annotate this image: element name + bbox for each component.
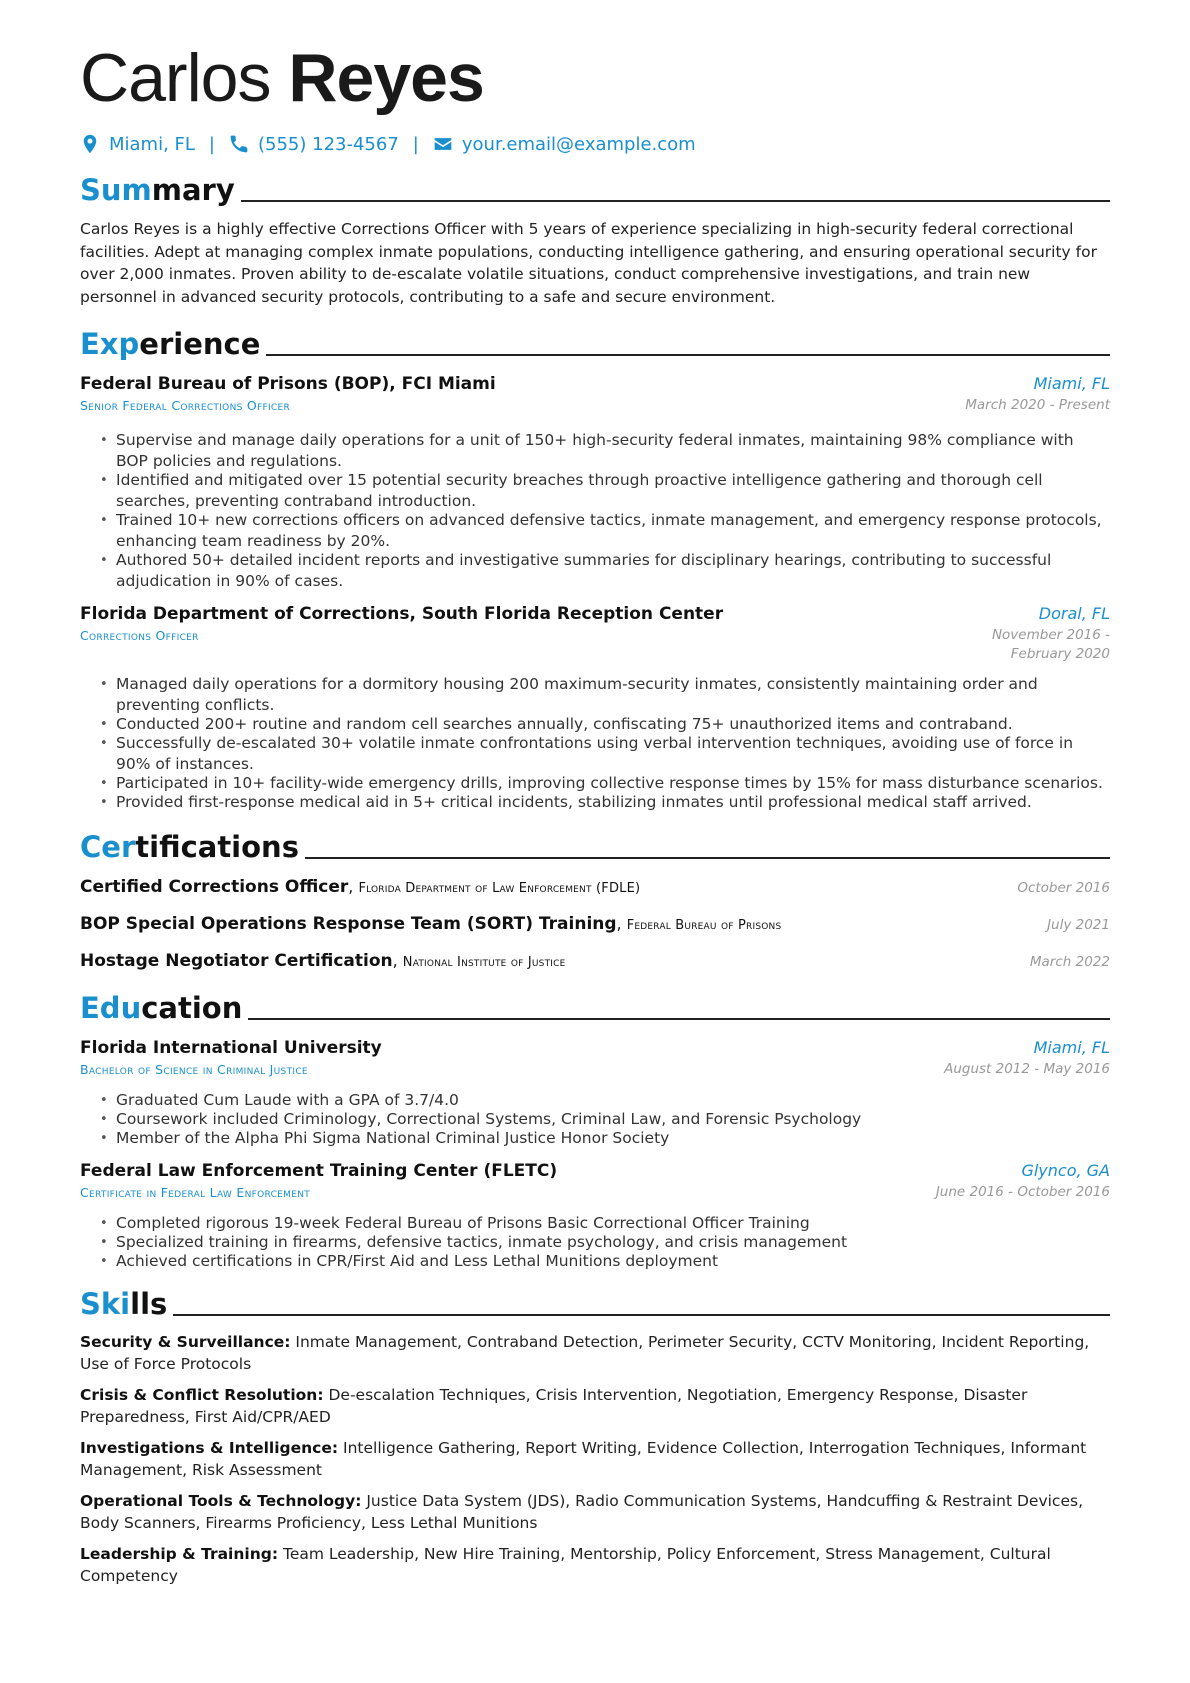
certification-issuer: National Institute of Justice (402, 955, 566, 970)
summary-heading (80, 168, 1110, 208)
section-rule (305, 857, 1110, 859)
last-name: Reyes (288, 40, 484, 116)
entry-dates: November 2016 - February 2020 (991, 627, 1110, 662)
skill-label: Operational Tools & Technology: (80, 1492, 362, 1510)
entry-organization: Federal Law Enforcement Training Center (FLETC) (80, 1161, 558, 1181)
summary-text: Carlos Reyes is a highly effective Corrections Officer with 5 years of experience specializing in high-security federal correctional facilities. Adept at managing complex inmate populations, conducting intelligence gathering, and ensuring operational security for over 2,000 inmates. Proven ability to de-escalate volatile situations, conduct comprehensive investigations, and train new personnel in advanced security protocols, contributing to a safe and secure environment. (80, 220, 1097, 306)
certification-item: Certified Corrections Officer, Florida Department of Law Enforcement (FDLE) October 2016 (80, 874, 1110, 902)
list-item: • Successfully de-escalated 30+ volatile inmate confrontations using verbal intervention techniques, avoiding use of force in 90% of instances. (116, 733, 1110, 775)
map-marker-icon (80, 134, 100, 154)
certification-item: Hostage Negotiator Certification, National Institute of Justice March 2022 (80, 948, 1110, 976)
list-item: • Provided first-response medical aid in 5+ critical incidents, stabilizing inmates until professional medical staff arrived. (116, 792, 1110, 813)
contact-separator: | (208, 133, 215, 155)
contact-phone[interactable] (229, 134, 399, 155)
entry-dates: August 2012 - May 2016 (944, 1061, 1110, 1077)
list-item: • Supervise and manage daily operations for a unit of 150+ high-security federal inmates, maintaining 98% compliance with BOP policies and regulations. (116, 430, 1110, 472)
certification-issuer: Federal Bureau of Prisons (626, 918, 782, 933)
list-item: • Identified and mitigated over 15 potential security breaches through proactive intelligence gathering and thorough cell searches, preventing contraband introduction. (116, 470, 1110, 512)
list-item: • Specialized training in firearms, defensive tactics, inmate psychology, and crisis management (116, 1232, 1110, 1253)
skill-group (80, 1490, 1110, 1534)
bullet-list (80, 430, 1110, 592)
phone-icon (229, 134, 249, 154)
skill-values: Team Leadership, New Hire Training, Mentorship, Policy Enforcement, Stress Management, Cultural Competency (80, 1545, 1051, 1585)
list-item: • Managed daily operations for a dormitory housing 200 maximum-security inmates, consistently maintaining order and preventing conflicts. (116, 674, 1110, 716)
entry-location: Doral, FL (1038, 604, 1110, 623)
contact-location (80, 134, 195, 155)
entry-organization: Florida International University (80, 1038, 382, 1058)
entry-organization: Federal Bureau of Prisons (BOP), FCI Miami (80, 374, 496, 394)
list-item: • Authored 50+ detailed incident reports and investigative summaries for disciplinary hearings, contributing to successful adjudication in 90% of cases. (116, 550, 1110, 592)
education-title: Education (80, 991, 243, 1025)
certification-issuer: Florida Department of Law Enforcement (FDLE) (358, 881, 641, 896)
bullet-list (80, 1090, 1110, 1149)
skills-title: Skills (80, 1287, 168, 1321)
skills-heading (80, 1282, 1110, 1322)
list-item: • Participated in 10+ facility-wide emergency drills, improving collective response times by 15% for mass disturbance scenarios. (116, 773, 1110, 794)
list-item: • Completed rigorous 19-week Federal Bureau of Prisons Basic Correctional Officer Training (116, 1213, 1110, 1234)
education-entry (80, 1036, 1110, 1149)
entry-location: Miami, FL (1033, 374, 1110, 393)
section-rule (241, 200, 1110, 202)
section-rule (248, 1018, 1110, 1020)
skill-label: Investigations & Intelligence: (80, 1439, 339, 1457)
first-name: Carlos (80, 40, 271, 116)
certifications-title: Certifications (80, 830, 299, 864)
candidate-name (80, 38, 1110, 118)
certification-date: March 2022 (1029, 954, 1110, 970)
experience-entry (80, 602, 1110, 813)
section-rule (173, 1314, 1110, 1316)
skill-group (80, 1437, 1110, 1481)
entry-dates: June 2016 - October 2016 (935, 1184, 1110, 1200)
email-text: your.email@example.com (461, 133, 696, 155)
certification-name: BOP Special Operations Response Team (SORT) Training (80, 914, 617, 934)
contact-email[interactable] (433, 134, 696, 155)
experience-heading (80, 322, 1110, 362)
skill-values: Justice Data System (JDS), Radio Communication Systems, Handcuffing & Restraint Devices, Body Scanners, Firearms Proficiency, Less Lethal Munitions (80, 1492, 1083, 1532)
list-item: • Conducted 200+ routine and random cell searches annually, confiscating 75+ unauthorized items and contraband. (116, 714, 1110, 735)
experience-entry (80, 372, 1110, 592)
entry-location: Glynco, GA (1021, 1161, 1110, 1180)
list-item: • Trained 10+ new corrections officers on advanced defensive tactics, inmate management, and emergency response protocols, enhancing team readiness by 20%. (116, 510, 1110, 552)
skill-values: De-escalation Techniques, Crisis Intervention, Negotiation, Emergency Response, Disaster Preparedness, First Aid/CPR/AED (80, 1386, 1028, 1426)
list-item: • Member of the Alpha Phi Sigma National Criminal Justice Honor Society (116, 1128, 1110, 1149)
entry-role: Senior Federal Corrections Officer (80, 398, 291, 413)
skill-label: Crisis & Conflict Resolution: (80, 1386, 324, 1404)
skill-values: Intelligence Gathering, Report Writing, Evidence Collection, Interrogation Techniques, Informant Management, Risk Assessment (80, 1439, 1087, 1479)
skill-group (80, 1384, 1110, 1428)
contact-bar (80, 128, 1110, 160)
skill-label: Leadership & Training: (80, 1545, 279, 1563)
envelope-icon (433, 134, 453, 154)
certification-item: BOP Special Operations Response Team (SORT) Training, Federal Bureau of Prisons July 2021 (80, 911, 1110, 939)
certification-name: Certified Corrections Officer (80, 877, 349, 897)
location-text: Miami, FL (109, 133, 195, 155)
entry-organization: Florida Department of Corrections, South Florida Reception Center (80, 604, 724, 624)
certification-date: October 2016 (1017, 880, 1110, 896)
summary-title: Summary (80, 173, 235, 207)
entry-dates: March 2020 - Present (965, 397, 1110, 413)
list-item: • Graduated Cum Laude with a GPA of 3.7/4.0 (116, 1090, 1110, 1111)
certification-date: July 2021 (1047, 917, 1110, 933)
education-heading (80, 986, 1110, 1026)
list-item: • Achieved certifications in CPR/First Aid and Less Lethal Munitions deployment (116, 1251, 1110, 1272)
entry-role: Corrections Officer (80, 628, 199, 643)
entry-location: Miami, FL (1033, 1038, 1110, 1057)
skill-values: Inmate Management, Contraband Detection, Perimeter Security, CCTV Monitoring, Incident Reporting, Use of Force Protocols (80, 1333, 1090, 1373)
section-rule (266, 354, 1110, 356)
education-entry (80, 1159, 1110, 1272)
entry-degree: Bachelor of Science in Criminal Justice (80, 1062, 308, 1077)
skill-group (80, 1543, 1110, 1587)
bullet-list (80, 1213, 1110, 1272)
skill-label: Security & Surveillance: (80, 1333, 291, 1351)
list-item: • Coursework included Criminology, Correctional Systems, Criminal Law, and Forensic Psychology (116, 1109, 1110, 1130)
skill-group (80, 1331, 1110, 1375)
experience-title: Experience (80, 327, 261, 361)
phone-text: (555) 123-4567 (258, 133, 399, 155)
entry-degree: Certificate in Federal Law Enforcement (80, 1185, 311, 1200)
certifications-heading (80, 825, 1110, 865)
bullet-list (80, 674, 1110, 813)
contact-separator: | (412, 133, 419, 155)
certification-name: Hostage Negotiator Certification (80, 951, 393, 971)
